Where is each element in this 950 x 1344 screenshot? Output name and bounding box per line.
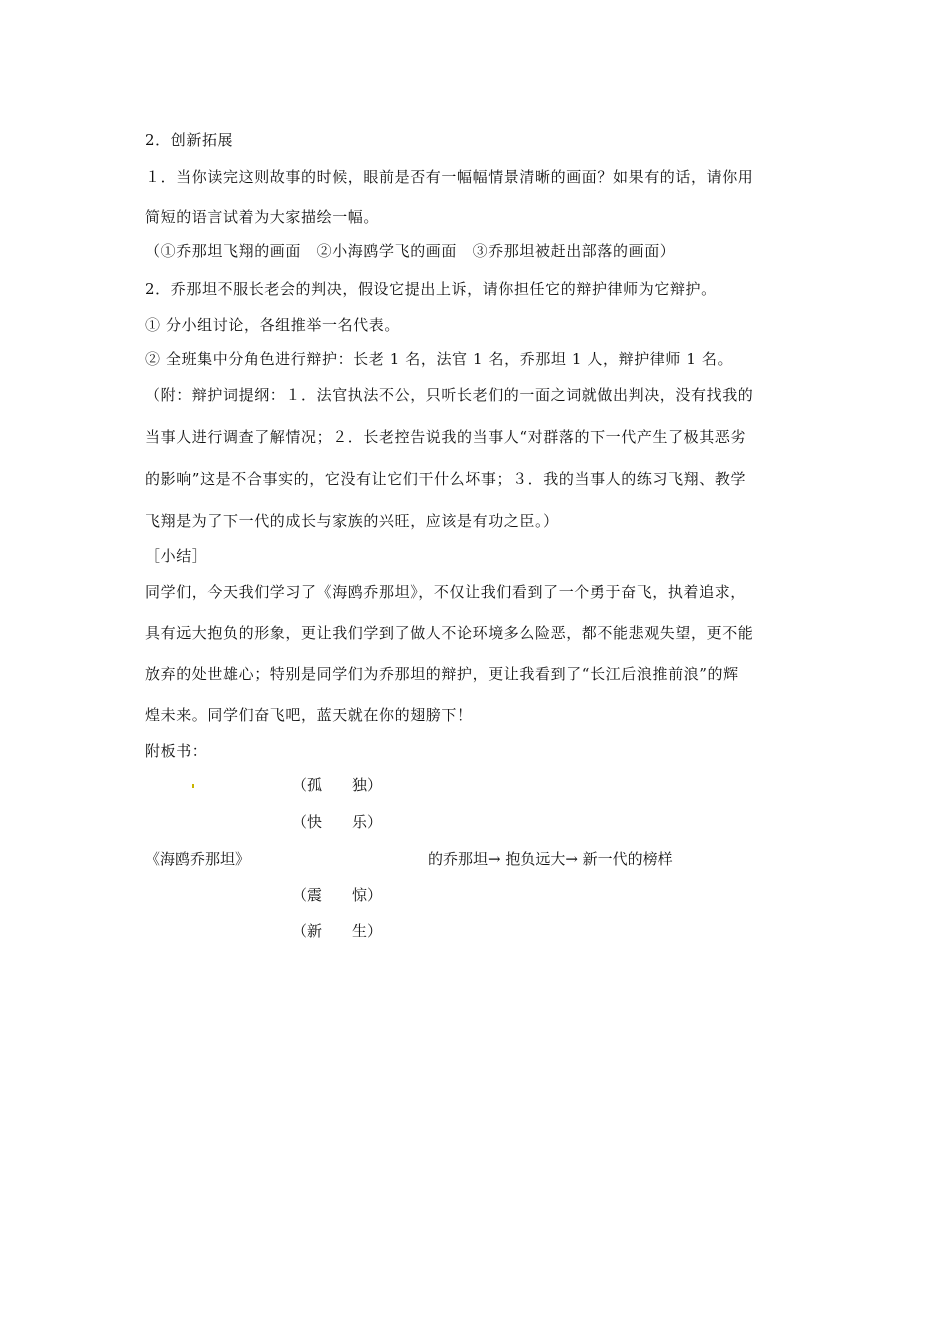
board-emotion: （新 生） <box>292 922 383 940</box>
question-2: 2．乔那坦不服长老会的判决，假设它提出上诉，请你担任它的辩护律师为它辩护。 <box>145 280 717 298</box>
question-1-line-2: 简短的语言试着为大家描绘一幅。 <box>145 208 380 226</box>
summary-line: 同学们，今天我们学习了《海鸥乔那坦》，不仅让我们看到了一个勇于奋飞，执着追求， <box>145 583 746 601</box>
board-chain: 的乔那坦→ 抱负远大→ 新一代的榜样 <box>428 850 673 868</box>
question-1-hint: （①乔那坦飞翔的画面 ②小海鸥学飞的画面 ③乔那坦被赶出部落的画面） <box>145 242 676 260</box>
stray-mark <box>192 784 194 788</box>
board-emotion: （孤 独） <box>292 776 383 794</box>
step-1: ① 分小组讨论，各组推举一名代表。 <box>145 316 400 334</box>
summary-line: 放弃的处世雄心；特别是同学们为乔那坦的辩护，更让我看到了“长江后浪推前浪”的辉 <box>145 665 739 683</box>
question-1-line-1: １．当你读完这则故事的时候，眼前是否有一幅幅情景清晰的画面？如果有的话，请你用 <box>145 168 754 186</box>
note-line: 飞翔是为了下一代的成长与家族的兴旺，应该是有功之臣。） <box>145 512 559 530</box>
note-line: （附：辩护词提纲：１．法官执法不公，只听长老们的一面之词就做出判决，没有找我的 <box>145 386 754 404</box>
summary-line: 煌未来。同学们奋飞吧，蓝天就在你的翅膀下！ <box>145 706 473 724</box>
step-2: ② 全班集中分角色进行辩护：长老 1 名，法官 1 名，乔那坦 1 人，辩护律师 1 名。 <box>145 350 734 368</box>
section-title: 2．创新拓展 <box>145 131 234 149</box>
board-emotion: （快 乐） <box>292 813 383 831</box>
board-title: 《海鸥乔那坦》 <box>145 850 251 868</box>
board-emotion: （震 惊） <box>292 886 383 904</box>
summary-line: 具有远大抱负的形象，更让我们学到了做人不论环境多么险恶，都不能悲观失望，更不能 <box>145 624 754 642</box>
note-line: 当事人进行调查了解情况；２．长老控告说我的当事人“对群落的下一代产生了极其恶劣 <box>145 428 747 446</box>
board-heading: 附板书： <box>145 742 208 760</box>
summary-heading: ［小结］ <box>145 547 208 565</box>
note-line: 的影响”这是不合事实的，它没有让它们干什么坏事；３．我的当事人的练习飞翔、教学 <box>145 470 747 488</box>
